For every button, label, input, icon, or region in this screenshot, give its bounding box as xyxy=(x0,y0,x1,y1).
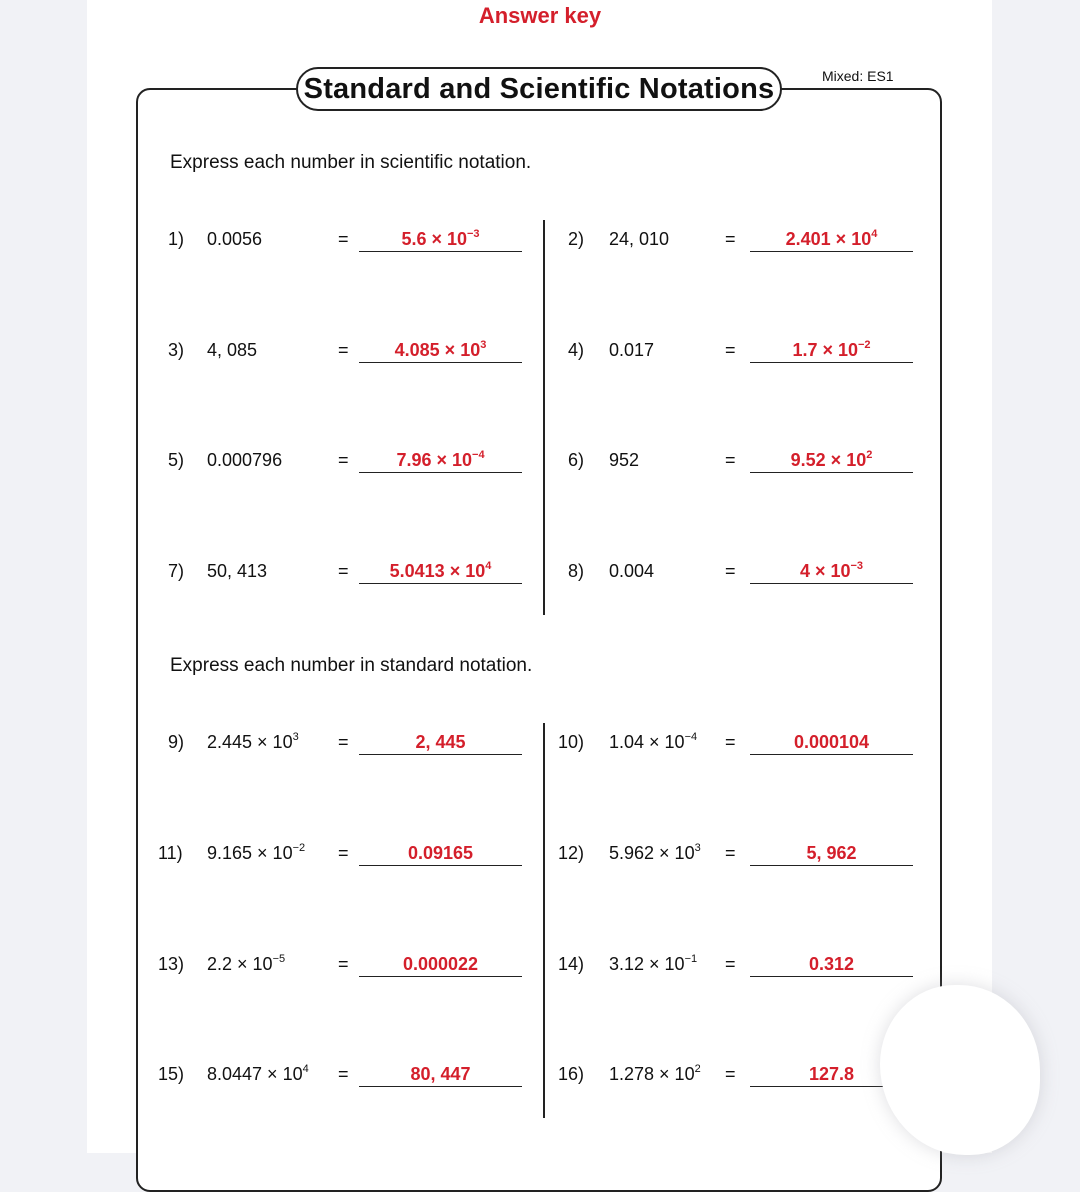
problem-question xyxy=(609,1064,701,1085)
value-text: 24, 010 xyxy=(609,229,670,249)
equals-sign: = xyxy=(338,561,349,581)
problem-question xyxy=(609,954,697,975)
problem-question xyxy=(609,732,697,753)
problem-number: 3) xyxy=(168,340,185,360)
equals-sign: = xyxy=(338,229,349,249)
problem-number: 12) xyxy=(558,843,585,863)
problem-number: 15) xyxy=(158,1064,185,1084)
equals-sign: = xyxy=(725,450,736,470)
equals-sign: = xyxy=(338,843,349,863)
problem-question xyxy=(609,229,669,250)
worksheet-frame xyxy=(136,88,942,1192)
problem-number: 13) xyxy=(158,954,185,974)
value-text: 952 xyxy=(609,450,640,470)
exponent: 2 xyxy=(866,449,873,461)
worksheet-code: Mixed: ES1 xyxy=(822,68,894,84)
answer-field xyxy=(750,730,913,755)
problem-number: 10) xyxy=(558,732,585,752)
problem-number: 4) xyxy=(568,340,585,360)
mantissa: 9.165 × 10 xyxy=(207,843,293,863)
value-text: 5, 962 xyxy=(806,843,857,863)
mantissa: 3.12 × 10 xyxy=(609,954,685,974)
problem-number: 16) xyxy=(558,1064,585,1084)
problem-question xyxy=(207,732,299,753)
problem-number: 5) xyxy=(168,450,185,470)
exponent: −2 xyxy=(292,842,306,854)
answer-field xyxy=(359,952,522,977)
equals-sign: = xyxy=(338,1064,349,1084)
exponent: 4 xyxy=(485,560,492,572)
answer-field xyxy=(359,559,522,584)
mantissa: 2.445 × 10 xyxy=(207,732,293,752)
problem-number: 1) xyxy=(168,229,185,249)
mantissa: 8.0447 × 10 xyxy=(207,1064,303,1084)
exponent: 3 xyxy=(292,731,299,743)
equals-sign: = xyxy=(725,1064,736,1084)
section-heading-scientific: Express each number in scientific notation. xyxy=(170,152,532,173)
equals-sign: = xyxy=(338,732,349,752)
equals-sign: = xyxy=(725,229,736,249)
equals-sign: = xyxy=(725,954,736,974)
exponent: −3 xyxy=(467,228,480,240)
answer-field xyxy=(359,338,522,363)
problem-number: 7) xyxy=(168,561,185,581)
column-divider-top xyxy=(543,220,545,615)
equals-sign: = xyxy=(725,340,736,360)
answer-field xyxy=(359,227,522,252)
value-text: 0.09165 xyxy=(407,843,474,863)
exponent: −4 xyxy=(684,731,698,743)
problem-question xyxy=(609,843,701,864)
mantissa: 1.04 × 10 xyxy=(609,732,685,752)
answer-field xyxy=(750,227,913,252)
problem-question xyxy=(207,561,267,582)
answer-field xyxy=(750,559,913,584)
exponent: −5 xyxy=(272,953,286,965)
exponent: 3 xyxy=(480,339,487,351)
worksheet-title: Standard and Scientific Notations xyxy=(296,67,782,111)
problem-question xyxy=(609,450,639,471)
mantissa: 5.6 × 10 xyxy=(401,229,467,249)
value-text: 0.0056 xyxy=(207,229,263,249)
exponent: −2 xyxy=(858,339,871,351)
answer-field xyxy=(359,448,522,473)
problem-number: 6) xyxy=(568,450,585,470)
exponent: −1 xyxy=(684,953,698,965)
value-text: 2, 445 xyxy=(415,732,466,752)
answer-field xyxy=(750,338,913,363)
value-text: 0.017 xyxy=(609,340,655,360)
problem-question xyxy=(207,229,262,250)
value-text: 0.312 xyxy=(808,954,855,974)
mantissa: 5.0413 × 10 xyxy=(389,561,486,581)
problem-question xyxy=(207,843,305,864)
equals-sign: = xyxy=(338,954,349,974)
section-heading-standard: Express each number in standard notation. xyxy=(170,655,533,676)
column-divider-bottom xyxy=(543,723,545,1118)
answer-field xyxy=(750,841,913,866)
equals-sign: = xyxy=(338,340,349,360)
mantissa: 4 × 10 xyxy=(799,561,851,581)
answer-field xyxy=(750,448,913,473)
problem-number: 2) xyxy=(568,229,585,249)
problem-question xyxy=(609,561,654,582)
value-text: 0.000022 xyxy=(402,954,479,974)
answer-field xyxy=(359,1062,522,1087)
mantissa: 7.96 × 10 xyxy=(396,450,473,470)
value-text: 0.004 xyxy=(609,561,655,581)
problem-question xyxy=(207,954,285,975)
mantissa: 1.7 × 10 xyxy=(792,340,858,360)
problem-number: 14) xyxy=(558,954,585,974)
problem-question xyxy=(207,450,282,471)
equals-sign: = xyxy=(725,843,736,863)
mantissa: 5.962 × 10 xyxy=(609,843,695,863)
equals-sign: = xyxy=(725,732,736,752)
exponent: 2 xyxy=(694,1063,701,1075)
value-text: 50, 413 xyxy=(207,561,268,581)
mantissa: 2.401 × 10 xyxy=(785,229,872,249)
mantissa: 9.52 × 10 xyxy=(790,450,867,470)
value-text: 0.000796 xyxy=(207,450,283,470)
equals-sign: = xyxy=(725,561,736,581)
problem-question xyxy=(207,340,257,361)
exponent: 4 xyxy=(871,228,878,240)
exponent: −3 xyxy=(850,560,864,572)
exponent: 3 xyxy=(694,842,701,854)
mantissa: 4.085 × 10 xyxy=(394,340,481,360)
answer-field xyxy=(359,730,522,755)
problem-question xyxy=(207,1064,309,1085)
mantissa: 1.278 × 10 xyxy=(609,1064,695,1084)
answer-field xyxy=(359,841,522,866)
problem-number: 8) xyxy=(568,561,585,581)
answer-field xyxy=(750,952,913,977)
value-text: 127.8 xyxy=(808,1064,855,1084)
problem-number: 9) xyxy=(168,732,185,752)
equals-sign: = xyxy=(338,450,349,470)
mantissa: 2.2 × 10 xyxy=(207,954,273,974)
exponent: 4 xyxy=(302,1063,309,1075)
answer-key-label: Answer key xyxy=(478,3,602,28)
problem-number: 11) xyxy=(158,843,183,863)
problem-question xyxy=(609,340,654,361)
exponent: −4 xyxy=(472,449,485,461)
value-text: 0.000104 xyxy=(793,732,870,752)
value-text: 4, 085 xyxy=(207,340,258,360)
value-text: 80, 447 xyxy=(410,1064,471,1084)
